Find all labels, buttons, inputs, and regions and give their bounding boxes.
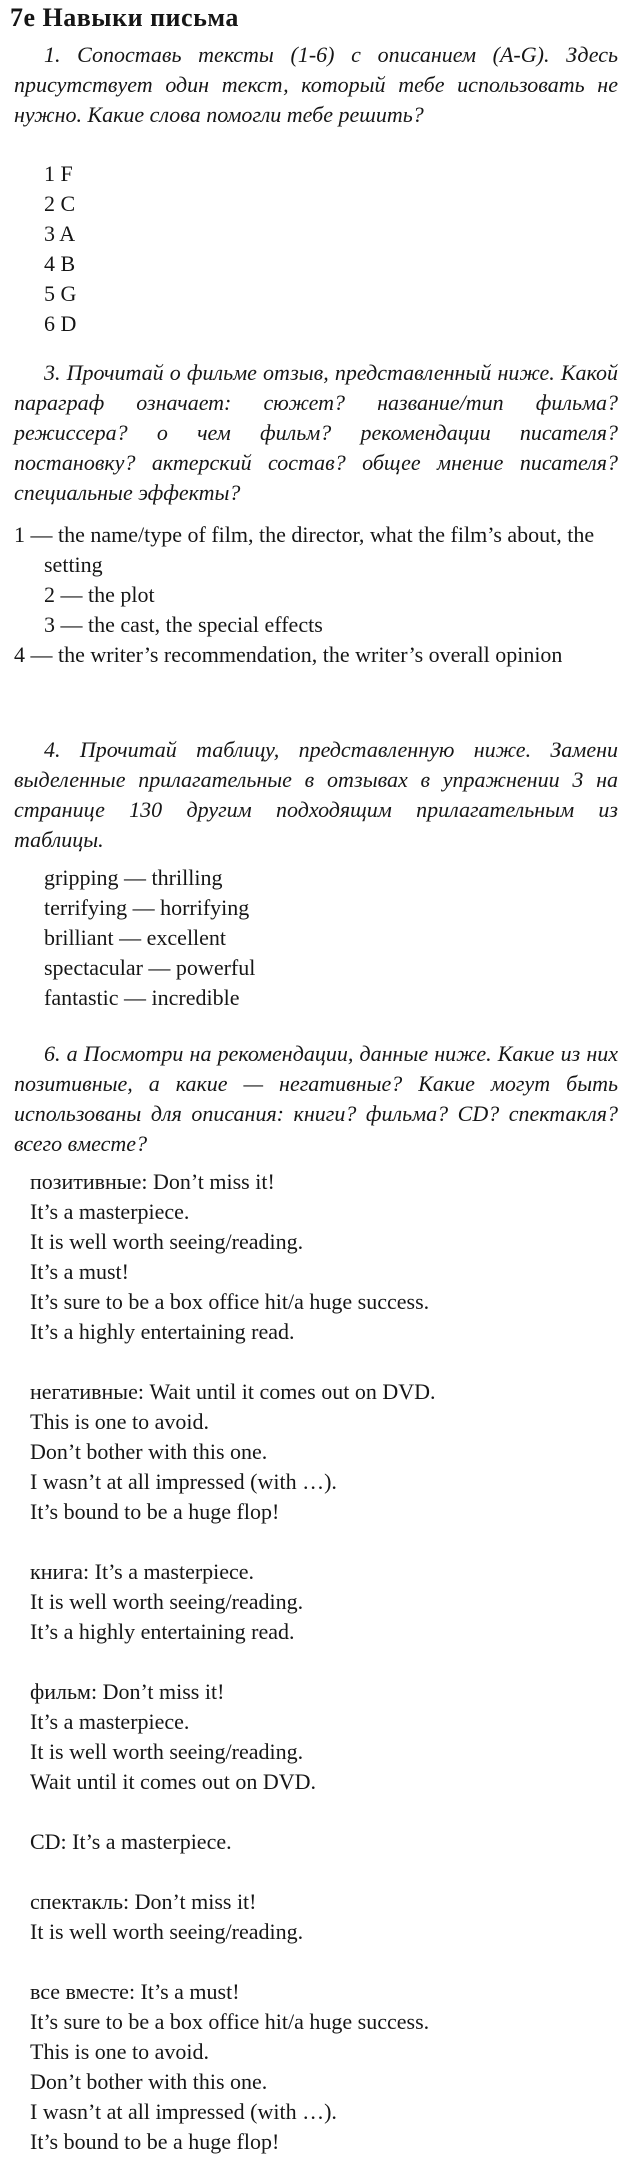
answer-line: It’s a highly entertaining read. (30, 1319, 295, 1344)
task-6-instruction: 6. а Посмотри на рекомендации, данные ниже. Какие из них позитивные, а какие — негативные? Какие могут быть использованы для описания: книги? фильма? CD? спектакля? всего вместе? (14, 1041, 618, 1156)
answer-line: spectacular — powerful (44, 955, 256, 980)
recommendation-group-book (30, 1557, 436, 1647)
task-3-answers (14, 520, 618, 670)
answer-line: CD: It’s a masterpiece. (30, 1829, 232, 1854)
recommendation-group-positive (30, 1167, 436, 1347)
answer-line: позитивные: Don’t miss it! (30, 1169, 275, 1194)
recommendation-group-all (30, 1977, 436, 2157)
answer-line: Don’t bother with this one. (30, 2069, 268, 2094)
answer-line: It is well worth seeing/reading. (30, 1919, 304, 1944)
answer-line: It’s a masterpiece. (30, 1709, 190, 1734)
task-4-answers (44, 863, 255, 1013)
answer-line: Don’t bother with this one. (30, 1439, 268, 1464)
answer-line: It’s sure to be a box office hit/a huge success. (30, 1289, 430, 1314)
answer-line: It’s a highly entertaining read. (30, 1619, 295, 1644)
answer-line: I wasn’t at all impressed (with …). (30, 1469, 337, 1494)
task-6-answers (30, 1167, 436, 2157)
answer-line: brilliant — excellent (44, 925, 227, 950)
recommendation-group-play (30, 1887, 436, 1947)
task-4-instruction: 4. Прочитай таблицу, представленную ниже. Замени выделенные прилагательные в отзывах в упражнении 3 на странице 130 другим подходящим прилагательным из таблицы. (14, 737, 618, 852)
answer-line: It is well worth seeing/reading. (30, 1739, 304, 1764)
answer-line: I wasn’t at all impressed (with …). (30, 2099, 337, 2124)
answer-line: 1 — the name/type of film, the director, what the film’s about, the setting (14, 522, 595, 577)
task-1-answers (44, 159, 76, 339)
answer-line: 2 — the plot (44, 582, 155, 607)
answer-line: негативные: Wait until it comes out on DVD. (30, 1379, 436, 1404)
answer-line: It is well worth seeing/reading. (30, 1589, 304, 1614)
answer-line: It’s a masterpiece. (30, 1199, 190, 1224)
recommendation-group-negative (30, 1377, 436, 1527)
answer-line: This is one to avoid. (30, 1409, 210, 1434)
answer-line: It’s sure to be a box office hit/a huge success. (30, 2009, 430, 2034)
answer-line: It is well worth seeing/reading. (30, 1229, 304, 1254)
answer-line: 4 — the writer’s recommendation, the writer’s overall opinion (14, 642, 563, 667)
answer-line: Wait until it comes out on DVD. (30, 1769, 317, 1794)
answer-line: 2 C (44, 191, 76, 216)
recommendation-group-film (30, 1677, 436, 1797)
answer-line: 1 F (44, 161, 73, 186)
answer-line: This is one to avoid. (30, 2039, 210, 2064)
answer-line: все вместе: It’s a must! (30, 1979, 240, 2004)
task-3-instruction: 3. Прочитай о фильме отзыв, представленный ниже. Какой параграф означает: сюжет? название/тип фильма? режиссера? о чем фильм? рекомендации писателя? постановку? актерский состав? общее мнение писателя? специальные эффекты? (14, 360, 618, 505)
answer-line: 4 B (44, 251, 76, 276)
answer-line: фильм: Don’t miss it! (30, 1679, 225, 1704)
answer-line: It’s a must! (30, 1259, 129, 1284)
answer-line: 3 A (44, 221, 76, 246)
recommendation-group-cd (30, 1827, 436, 1857)
answer-line: книга: It’s a masterpiece. (30, 1559, 255, 1584)
answer-line: спектакль: Don’t miss it! (30, 1889, 257, 1914)
answer-line: terrifying — horrifying (44, 895, 250, 920)
answer-line: 6 D (44, 311, 77, 336)
answer-line: 3 — the cast, the special effects (44, 612, 323, 637)
task-1-instruction: 1. Сопоставь тексты (1-6) с описанием (A-G). Здесь присутствует один текст, который тебе использовать не нужно. Какие слова помогли тебе решить? (14, 42, 618, 127)
page-title: 7е Навыки письма (10, 3, 239, 32)
answer-line: It’s bound to be a huge flop! (30, 1499, 280, 1524)
answer-line: gripping — thrilling (44, 865, 223, 890)
answer-line: fantastic — incredible (44, 985, 240, 1010)
answer-line: It’s bound to be a huge flop! (30, 2129, 280, 2154)
answer-line: 5 G (44, 281, 77, 306)
